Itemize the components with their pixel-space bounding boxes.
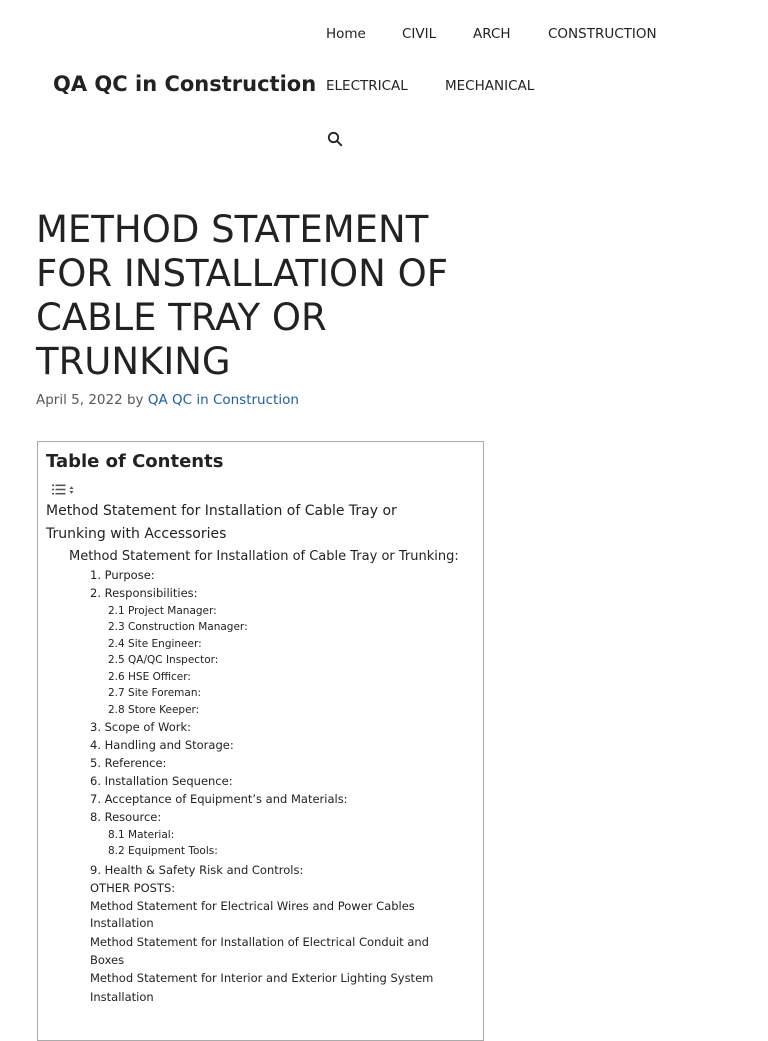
other-post-link[interactable]: Installation	[90, 990, 154, 1004]
toc-link[interactable]: 8.2 Equipment Tools:	[108, 845, 218, 857]
toc-link[interactable]: 2.1 Project Manager:	[108, 605, 217, 617]
toc-link[interactable]: 2.6 HSE Officer:	[108, 671, 191, 683]
toc-link[interactable]: 2.3 Construction Manager:	[108, 621, 248, 633]
other-posts-heading: OTHER POSTS:	[90, 881, 176, 895]
nav-item-electrical[interactable]: ELECTRICAL	[326, 78, 408, 94]
toc-link[interactable]: 2. Responsibilities:	[90, 586, 198, 600]
post-date: April 5, 2022	[36, 392, 123, 408]
page-title: METHOD STATEMENT FOR INSTALLATION OF CABLE TRAY OR TRUNKING	[36, 208, 448, 383]
entry-meta	[36, 392, 299, 408]
toc-title: Table of Contents	[46, 451, 224, 472]
other-post-link[interactable]: Method Statement for Interior and Exterior Lighting System	[90, 971, 434, 985]
toc-link[interactable]: Method Statement for Installation of Cable Tray or Trunking:	[69, 549, 459, 564]
toc-link[interactable]: 2.8 Store Keeper:	[108, 704, 200, 716]
nav-item-mechanical[interactable]: MECHANICAL	[445, 78, 535, 94]
nav-item-construction[interactable]: CONSTRUCTION	[548, 26, 657, 42]
toc-link[interactable]: 6. Installation Sequence:	[90, 774, 233, 788]
search-icon[interactable]	[327, 131, 343, 147]
toc-link[interactable]: 1. Purpose:	[90, 568, 155, 582]
toc-link[interactable]: 8. Resource:	[90, 810, 162, 824]
nav-item-arch[interactable]: ARCH	[473, 26, 511, 42]
toc-link[interactable]: 5. Reference:	[90, 756, 167, 770]
nav-item-home[interactable]: Home	[326, 26, 366, 42]
other-post-link[interactable]: Installation	[90, 916, 154, 930]
toc-link[interactable]: Trunking with Accessories	[46, 526, 227, 542]
list-toggle-icon[interactable]	[51, 482, 79, 496]
toc-link[interactable]: 4. Handling and Storage:	[90, 738, 234, 752]
toc-link[interactable]: 2.7 Site Foreman:	[108, 687, 202, 699]
other-post-link[interactable]: Method Statement for Installation of Electrical Conduit and	[90, 935, 429, 949]
toc-link[interactable]: 8.1 Material:	[108, 829, 175, 841]
toc-link[interactable]: Method Statement for Installation of Cable Tray or	[46, 503, 397, 519]
other-post-link[interactable]: Method Statement for Electrical Wires and Power Cables	[90, 899, 415, 913]
site-title[interactable]: QA QC in Construction	[53, 72, 317, 96]
toc-link[interactable]: 2.5 QA/QC Inspector:	[108, 654, 219, 666]
author-link[interactable]: QA QC in Construction	[147, 392, 299, 408]
toc-link[interactable]: 9. Health & Safety Risk and Controls:	[90, 863, 304, 877]
other-post-link[interactable]: Boxes	[90, 953, 125, 967]
byline-label: by	[126, 392, 144, 408]
toc-link[interactable]: 3. Scope of Work:	[90, 720, 192, 734]
toc-link[interactable]: 2.4 Site Engineer:	[108, 638, 202, 650]
nav-item-civil[interactable]: CIVIL	[402, 26, 437, 42]
toc-link[interactable]: 7. Acceptance of Equipment’s and Materials:	[90, 792, 348, 806]
